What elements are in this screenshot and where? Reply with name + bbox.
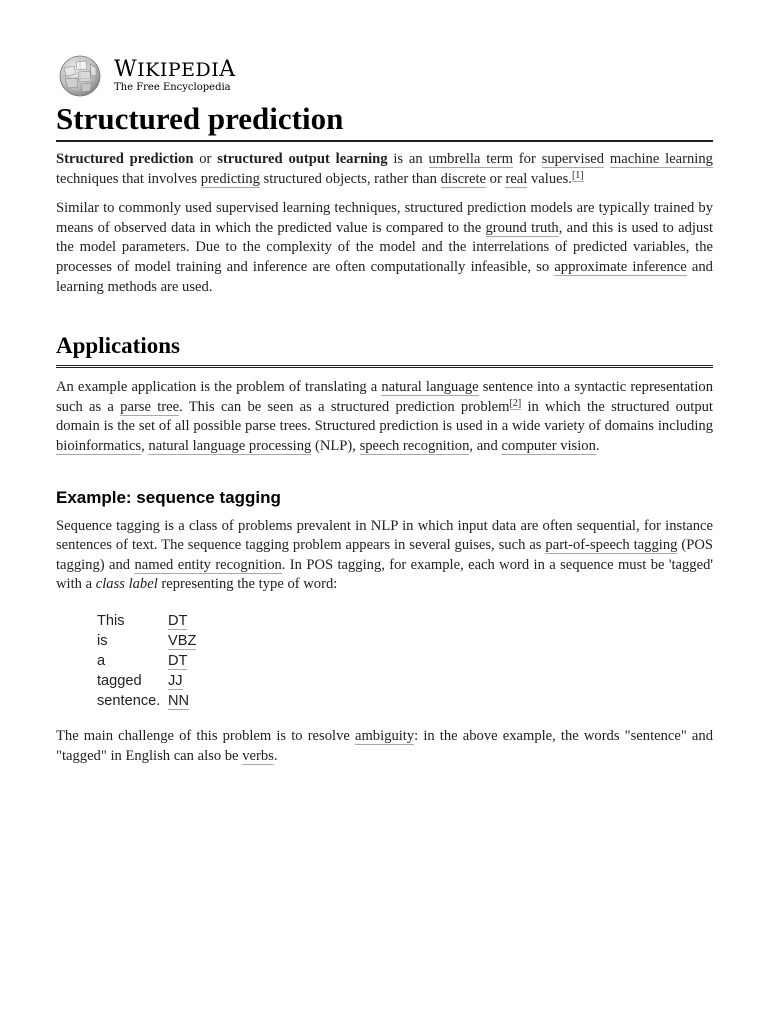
tag-cell — [167, 691, 200, 711]
link-parse-tree[interactable]: parse tree — [120, 398, 180, 415]
reference-link-1[interactable]: [1] — [571, 169, 584, 181]
section-heading-sequence-tagging: Example: sequence tagging — [56, 487, 281, 507]
link-real[interactable]: real — [505, 170, 528, 187]
link-natural-language-processing[interactable]: natural language processing — [148, 437, 312, 454]
tag-link[interactable]: DT — [168, 652, 188, 669]
table-row — [96, 631, 200, 651]
link-part-of-speech-tagging[interactable]: part-of-speech tagging — [545, 537, 678, 554]
tag-cell — [167, 631, 200, 651]
tag-link[interactable]: VBZ — [168, 632, 197, 649]
word-cell: a — [97, 652, 106, 669]
link-ground-truth[interactable]: ground truth — [485, 219, 559, 236]
section-heading-applications: Applications — [56, 331, 713, 368]
link-supervised[interactable]: supervised — [541, 151, 605, 167]
link-discrete[interactable]: discrete — [440, 170, 486, 187]
applications-paragraph: An example application is the problem of translating a natural language sentence into a syntactic representation such as a parse tree. This can be seen as a structured prediction problem[2] in which the structured output domain is the set of all possible parse trees. Structured prediction is used in a wide variety of domains including bioinformatics, natural language processing (NLP), speech recognition, and computer vision. — [56, 379, 713, 454]
reference-2 — [510, 398, 522, 410]
pos-tag-table — [96, 611, 200, 711]
link-approximate-inference[interactable]: approximate inference — [554, 258, 687, 275]
table-row — [96, 651, 200, 671]
wikipedia-globe-logo-icon[interactable] — [56, 54, 104, 98]
link-bioinformatics[interactable]: bioinformatics — [56, 437, 142, 454]
table-row — [96, 611, 200, 631]
tag-link[interactable]: JJ — [168, 672, 183, 689]
tag-link[interactable]: NN — [168, 692, 190, 709]
reference-1 — [572, 170, 584, 182]
training-paragraph: Similar to commonly used supervised learning techniques, structured prediction models are typically trained by means of observed data in which the predicted value is compared to the ground truth, and this is used to adjust the model parameters. Due to the complexity of the model and the interrelations of predicted variables, the processes of model training and inference are often computationally infeasible, so approximate inference and learning methods are used. — [56, 200, 714, 295]
site-header — [56, 54, 713, 98]
tag-link[interactable]: DT — [168, 612, 188, 629]
link-umbrella-term[interactable]: umbrella term — [428, 151, 513, 167]
wordmark-tagline: The Free Encyclopedia — [114, 82, 231, 93]
word-cell: This — [97, 612, 125, 629]
link-predicting[interactable]: predicting — [200, 170, 260, 187]
link-computer-vision[interactable]: computer vision — [501, 437, 596, 454]
table-row — [96, 691, 200, 711]
link-speech-recognition[interactable]: speech recognition — [359, 437, 470, 454]
sequence-paragraph: Sequence tagging is a class of problems prevalent in NLP in which input data are often sequential, for instance sentences of text. The sequence tagging problem appears in several guises, such as part-of-speech tagging (POS tagging) and named entity recognition. In POS tagging, for example, each word in a sequence must be 'tagged' with a class label representing the type of word: — [56, 517, 714, 593]
link-natural-language[interactable]: natural language — [381, 379, 479, 396]
reference-link-2[interactable]: [2] — [509, 397, 522, 409]
wordmark-name: WIKIPEDIA — [114, 57, 236, 82]
tag-cell — [167, 671, 200, 691]
tag-cell — [167, 611, 200, 631]
link-machine-learning[interactable]: machine learning — [609, 151, 713, 167]
tag-cell — [167, 651, 200, 671]
intro-paragraph: Structured prediction or structured output learning is an umbrella term for supervised machine learning techniques that involves predicting structured objects, rather than discrete or real values.[1] — [56, 151, 713, 187]
article — [56, 54, 713, 766]
link-ambiguity[interactable]: ambiguity — [354, 727, 415, 744]
table-row — [96, 671, 200, 691]
link-named-entity-recognition[interactable]: named entity recognition — [134, 556, 282, 573]
wordmark[interactable] — [114, 59, 236, 93]
word-cell: tagged — [97, 672, 142, 689]
challenge-paragraph: The main challenge of this problem is to resolve ambiguity: in the above example, the words "sentence" and "tagged" in English can also be verbs. — [56, 727, 714, 764]
link-verbs[interactable]: verbs — [242, 747, 274, 764]
word-cell: sentence. — [97, 692, 161, 709]
word-cell: is — [97, 632, 108, 649]
page-title: Structured prediction — [56, 100, 713, 142]
